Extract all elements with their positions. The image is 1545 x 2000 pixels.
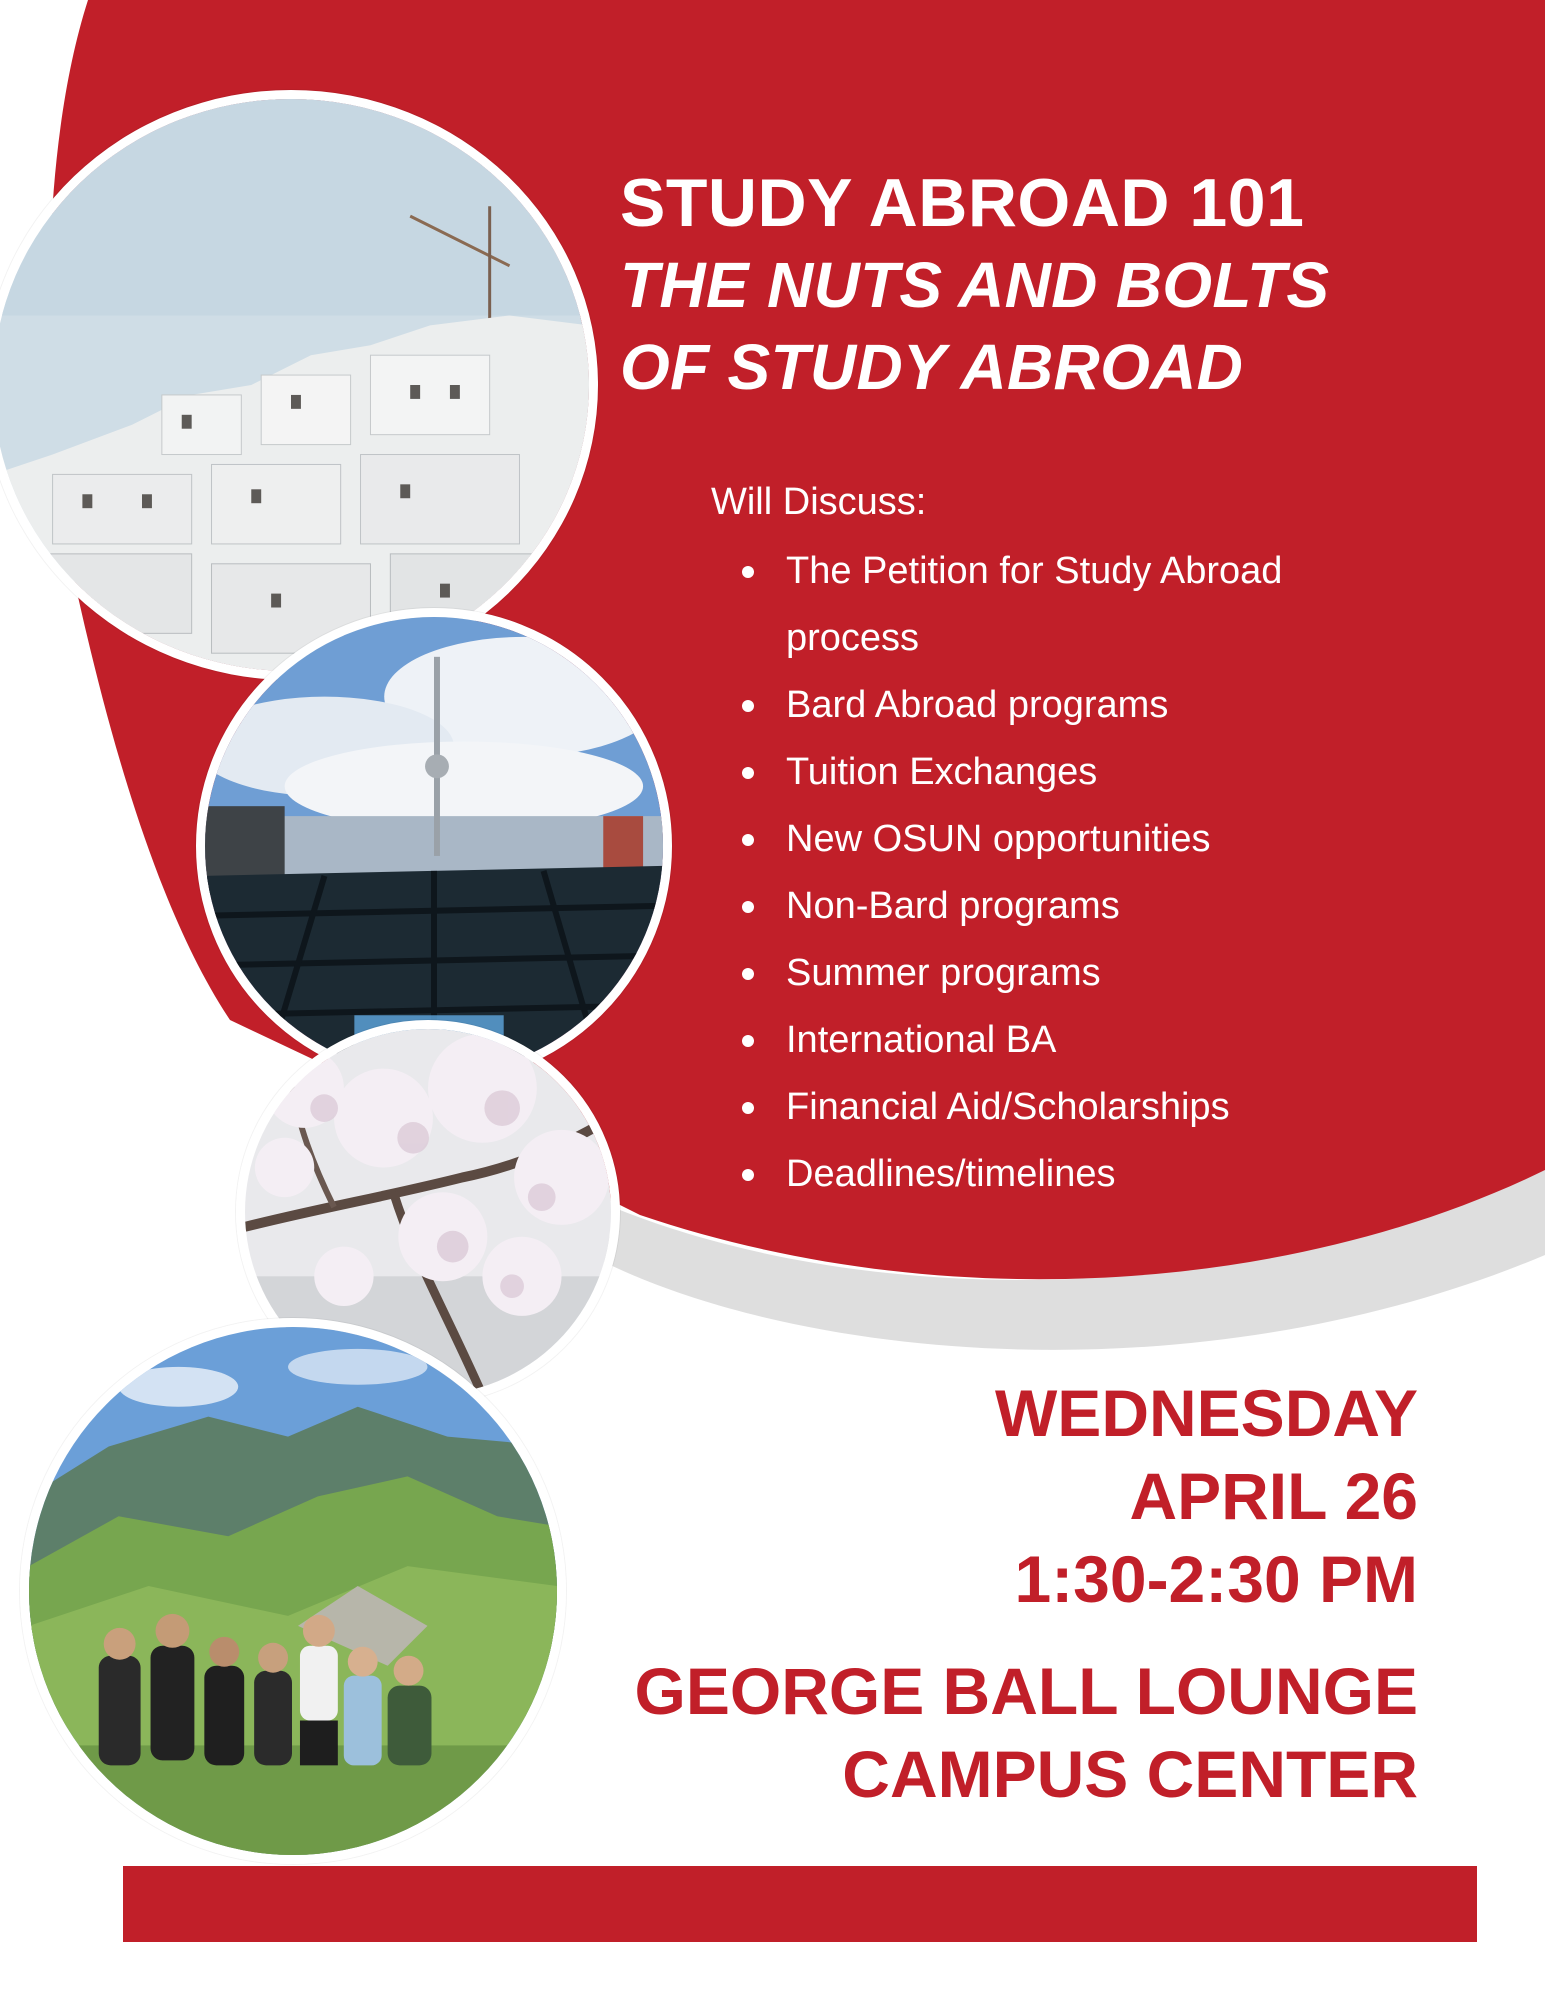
discussion-intro: Will Discuss: [711,481,927,523]
event-day: WEDNESDAY [995,1376,1418,1450]
topic-item: Tuition Exchanges [740,739,1400,806]
event-building: CAMPUS CENTER [842,1737,1418,1811]
event-date: APRIL 26 [1129,1459,1418,1533]
topic-item: New OSUN opportunities [740,806,1400,873]
topic-item: Non-Bard programs [740,873,1400,940]
photo-white-town [0,90,598,680]
topic-item: Deadlines/timelines [740,1141,1400,1208]
title-line-2: THE NUTS AND BOLTS [620,249,1330,321]
event-time: 1:30-2:30 PM [1014,1542,1418,1616]
topic-item: The Petition for Study Abroad process [740,538,1400,672]
event-venue: GEORGE BALL LOUNGE [634,1654,1418,1728]
event-title [620,162,1520,408]
topic-item: Bard Abroad programs [740,672,1400,739]
title-line-3: OF STUDY ABROAD [620,331,1244,403]
topic-item: International BA [740,1007,1400,1074]
photo-mountain-hikers [20,1318,566,1864]
footer-bar [123,1866,1477,1942]
photo-tv-tower-skyline [196,608,672,1084]
title-line-1: STUDY ABROAD 101 [620,165,1305,241]
topic-item: Summer programs [740,940,1400,1007]
topic-list [740,538,1400,1208]
event-datetime [995,1372,1418,1621]
topic-item: Financial Aid/Scholarships [740,1074,1400,1141]
event-location [635,1650,1419,1816]
